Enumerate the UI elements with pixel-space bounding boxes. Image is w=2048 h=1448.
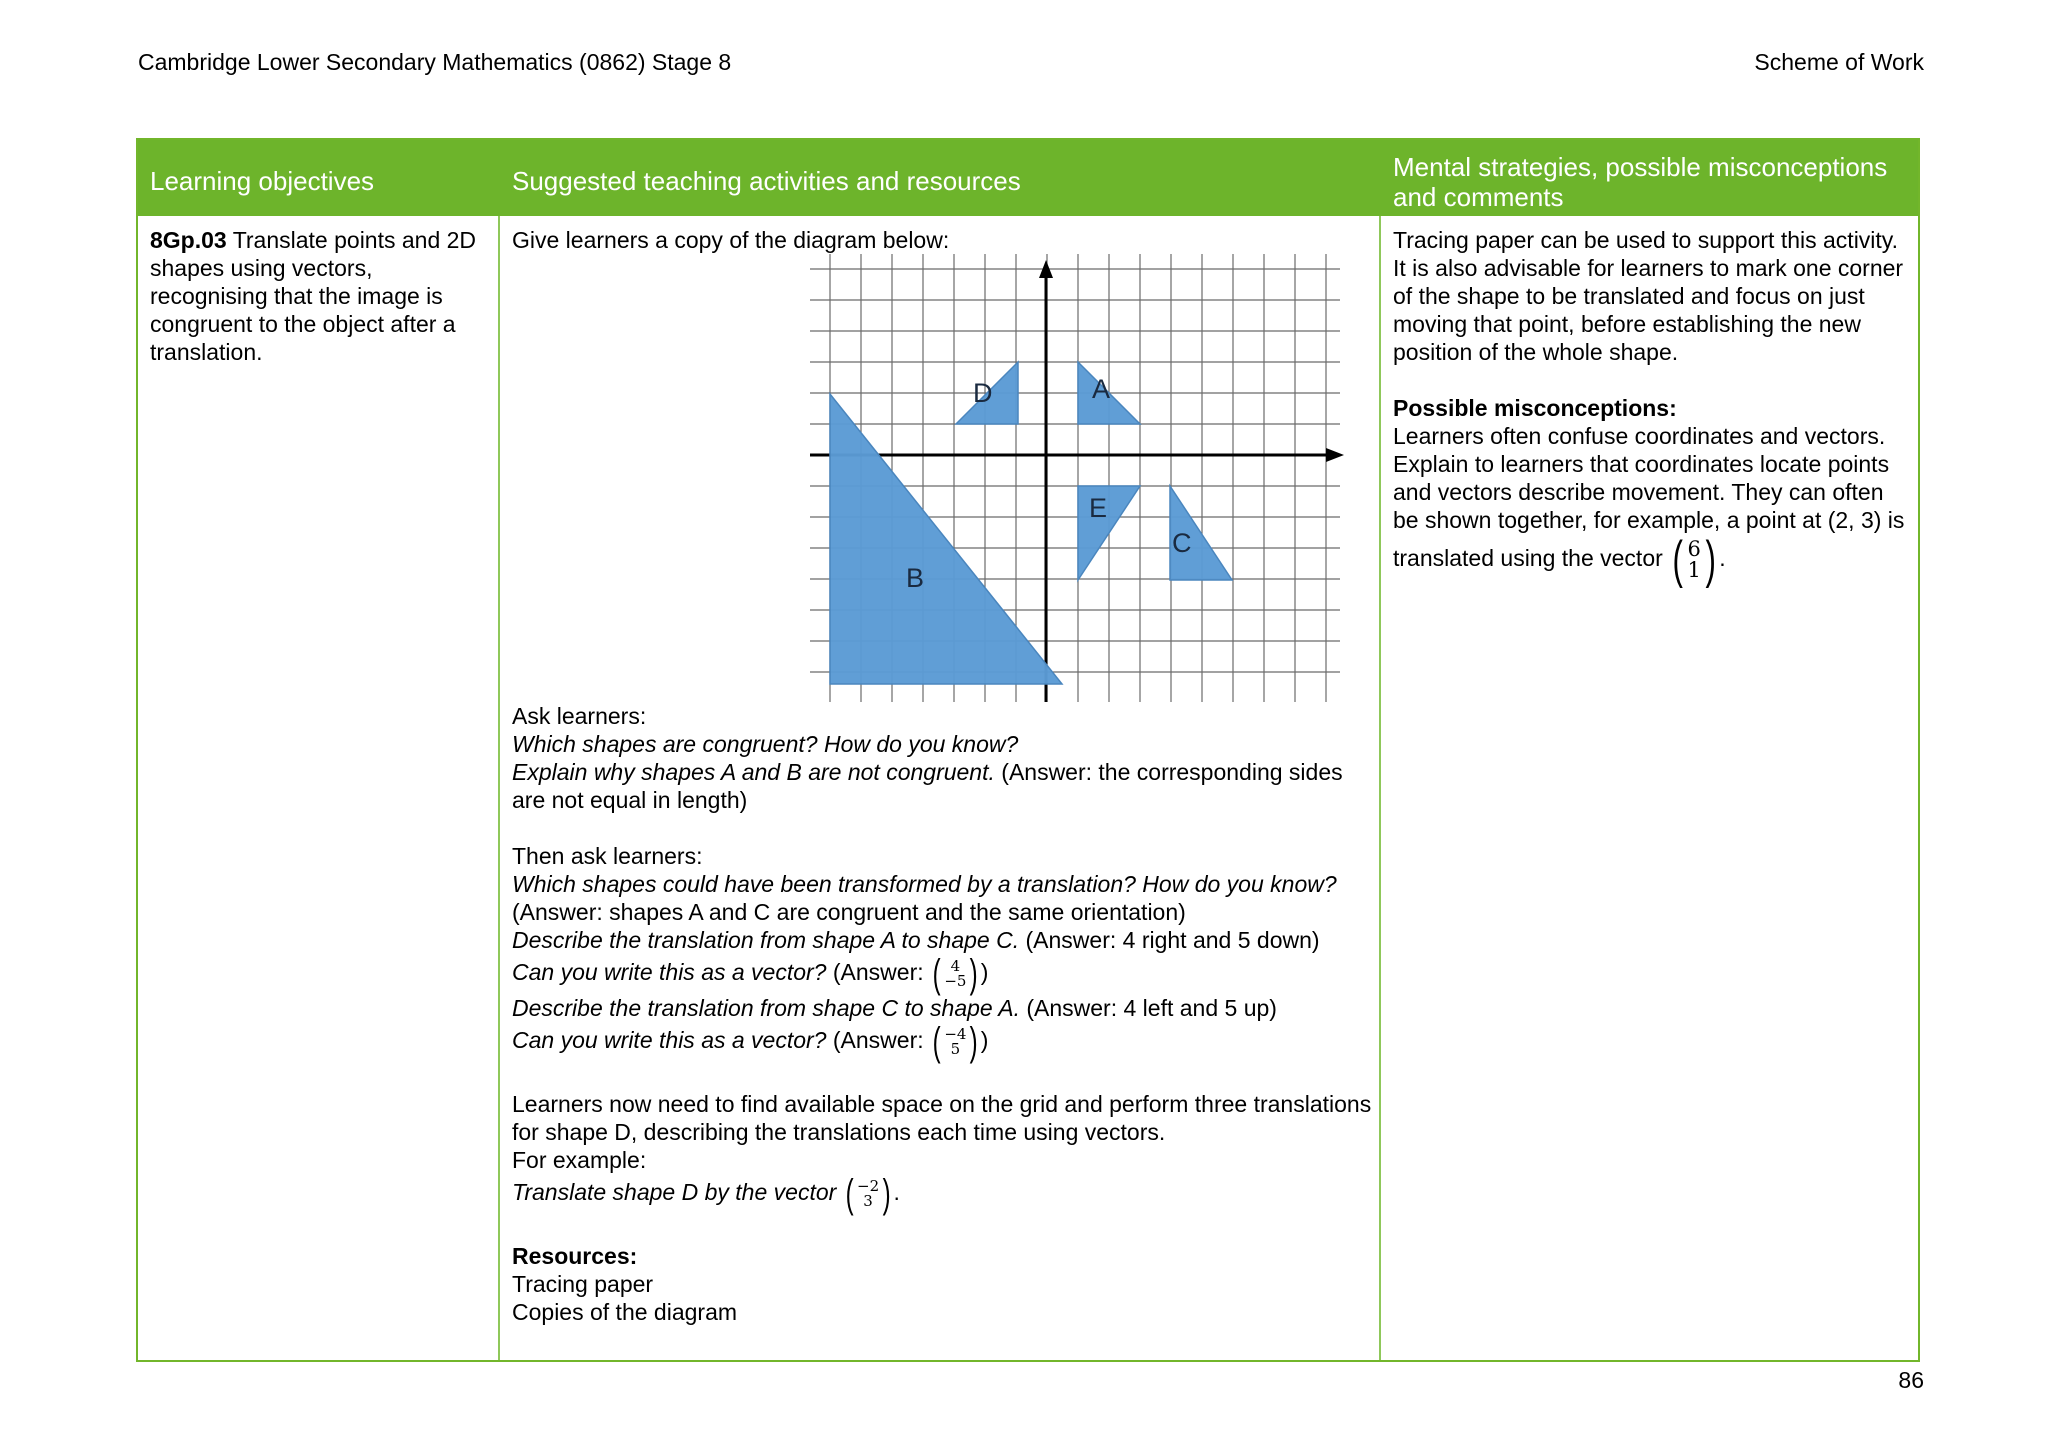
objectives-cell	[150, 226, 486, 366]
ask-lead: Ask learners:	[512, 703, 647, 729]
answer-prefix: (Answer:	[826, 1027, 931, 1054]
objective-code: 8Gp.03	[150, 227, 227, 253]
translation-diagram	[512, 254, 1372, 702]
example-lead: For example:	[512, 1147, 647, 1173]
shape-label-d: D	[973, 378, 993, 408]
vector-bottom: 3	[863, 1192, 873, 1210]
question-c-to-a: Describe the translation from shape C to shape A.	[512, 995, 1020, 1021]
col-header-objectives: Learning objectives	[150, 166, 375, 196]
answer-suffix: )	[980, 959, 989, 986]
column-divider	[1379, 216, 1381, 1360]
question-vector-2: Can you write this as a vector?	[512, 1027, 827, 1054]
question-not-congruent: Explain why shapes A and B are not congruent.	[512, 759, 995, 785]
vector-top: −4	[944, 1025, 967, 1043]
resource-item: Tracing paper	[512, 1271, 654, 1297]
x-axis-arrow-icon	[1326, 448, 1344, 462]
page-number: 86	[1898, 1367, 1924, 1393]
shape-b	[830, 394, 1062, 684]
vector-answer-2: ( −4 5 )	[932, 1020, 979, 1064]
answer-a-to-c: (Answer: 4 right and 5 down)	[1019, 927, 1320, 953]
question-vector-1: Can you write this as a vector?	[512, 959, 827, 986]
shape-label-b: B	[906, 563, 925, 593]
answer-prefix: (Answer:	[826, 959, 931, 986]
vector-bottom: 1	[1687, 558, 1701, 582]
shape-label-a: A	[1092, 374, 1111, 404]
vector-bottom: 5	[950, 1040, 961, 1058]
comment-end: .	[1719, 545, 1726, 572]
resource-item: Copies of the diagram	[512, 1299, 738, 1325]
grid-diagram-svg	[808, 254, 1358, 702]
column-divider	[498, 216, 500, 1360]
question-congruent: Which shapes are congruent? How do you know?	[512, 731, 1019, 757]
vector-example: ( −2 3 )	[845, 1172, 891, 1216]
objective-text: Translate points and 2D shapes using vectors, recognising that the image is congruent to the object after a translation.	[150, 227, 477, 365]
col-header-comments: Mental strategies, possible misconceptions and comments	[1393, 152, 1888, 212]
vector-top: 6	[1687, 537, 1701, 561]
answer-c-to-a: (Answer: 4 left and 5 up)	[1019, 995, 1277, 1021]
vector-comment: ( 6 1 )	[1672, 531, 1716, 589]
answer-suffix: )	[980, 1027, 989, 1054]
misconceptions-text: Learners often confuse coordinates and vectors. Explain to learners that coordinates locate points and vectors describe movement. They can often be shown together, for example, a point at (2, 3) is translated using the vector	[1393, 423, 1905, 572]
shape-label-c: C	[1172, 528, 1192, 558]
scheme-table	[136, 138, 1920, 1362]
activities-cell	[512, 226, 1372, 1326]
table-header-row	[138, 140, 1918, 216]
example-text: Translate shape D by the vector	[512, 1179, 837, 1206]
vector-top: 4	[950, 957, 961, 975]
question-a-to-c: Describe the translation from shape A to shape C.	[512, 927, 1020, 953]
activity-intro: Give learners a copy of the diagram below:	[512, 227, 950, 253]
example-end: .	[893, 1179, 900, 1206]
resources-title: Resources:	[512, 1243, 638, 1269]
question-translation: Which shapes could have been transformed by a translation? How do you know?	[512, 871, 1337, 897]
task-text: Learners now need to find available space on the grid and perform three translations for shape D, describing the translations each time using vectors.	[512, 1091, 1372, 1145]
answer-not-congruent: (Answer: the corresponding sides are not equal in length)	[512, 759, 1343, 813]
doc-header-section: Scheme of Work	[1754, 49, 1924, 75]
col-header-activities: Suggested teaching activities and resources	[512, 166, 1021, 196]
comments-cell	[1393, 226, 1913, 589]
answer-translation: (Answer: shapes A and C are congruent and the same orientation)	[512, 899, 1186, 925]
shape-label-e: E	[1089, 493, 1108, 523]
vector-top: −2	[857, 1177, 880, 1195]
vector-answer-1: ( 4 −5 )	[932, 952, 979, 996]
doc-header-title: Cambridge Lower Secondary Mathematics (0862) Stage 8	[138, 49, 732, 75]
ask-lead-2: Then ask learners:	[512, 843, 703, 869]
vector-bottom: −5	[944, 972, 967, 990]
comment-tracing: Tracing paper can be used to support this activity. It is also advisable for learners to mark one corner of the shape to be translated and focus on just moving that point, before establishing the new position of the whole shape.	[1393, 227, 1904, 365]
misconceptions-title: Possible misconceptions:	[1393, 395, 1677, 421]
